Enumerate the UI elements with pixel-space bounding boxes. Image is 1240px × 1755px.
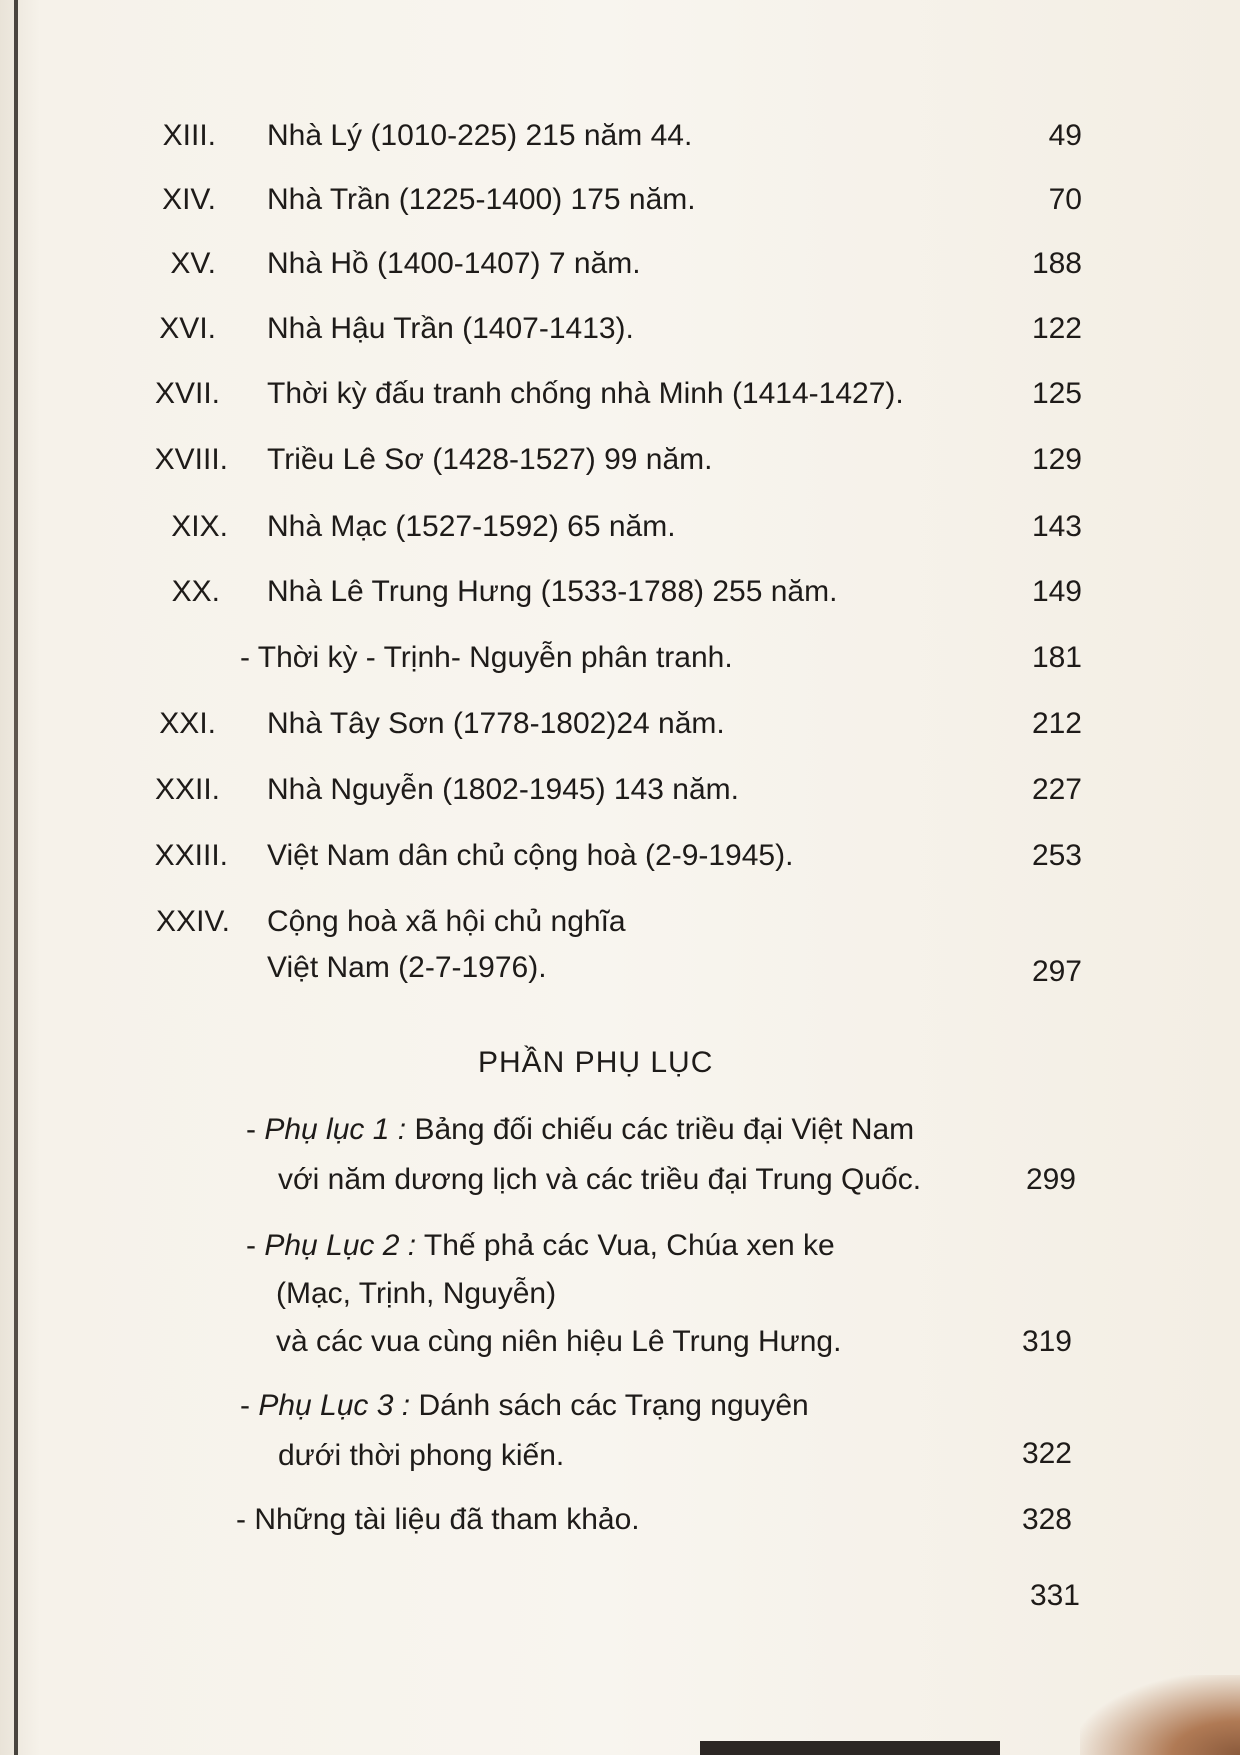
chapter-number: XIV.	[162, 183, 216, 216]
references-item: - Những tài liệu đã tham khảo.	[236, 1503, 640, 1536]
appendix-page: 319	[1021, 1325, 1072, 1358]
appendix-text: Bảng đối chiếu các triều đại Việt Nam	[414, 1113, 915, 1146]
appendix-item-2-line2: (Mạc, Trịnh, Nguyễn)	[276, 1277, 557, 1310]
appendix-heading: PHẦN PHỤ LỤC	[478, 1046, 714, 1079]
page-number: 143	[1031, 510, 1082, 543]
appendix-text: Dánh sách các Trạng nguyên	[418, 1389, 809, 1422]
page-number: 297	[1031, 955, 1082, 988]
chapter-number: XV.	[170, 247, 216, 280]
appendix-item-1-line2	[278, 1162, 921, 1198]
chapter-title: Triều Lê Sơ (1428-1527) 99 năm.	[267, 443, 713, 476]
chapter-title: Nhà Hậu Trần (1407-1413).	[267, 312, 634, 345]
appendix-page: 328	[1021, 1503, 1072, 1536]
chapter-number: XIX.	[171, 510, 228, 543]
appendix-item-3: - Phụ Lục 3 : Dánh sách các Trạng nguyên	[240, 1389, 809, 1422]
page-number: 227	[1031, 773, 1082, 806]
chapter-title: Nhà Trần (1225-1400) 175 năm.	[267, 183, 696, 216]
chapter-title: Nhà Hồ (1400-1407) 7 năm.	[267, 247, 641, 280]
appendix-item-3-line2: dưới thời phong kiến.	[278, 1439, 565, 1472]
appendix-page: 322	[1021, 1437, 1072, 1470]
appendix-label: Phụ Lục 2 :	[264, 1229, 417, 1262]
chapter-number: XVII.	[154, 377, 220, 410]
appendix-label: Phụ Lục 3 :	[258, 1389, 411, 1422]
chapter-number: XXII.	[154, 773, 220, 806]
appendix-page: 299	[1025, 1163, 1076, 1196]
page-number: 188	[1031, 247, 1082, 280]
page-number: 122	[1031, 312, 1082, 345]
chapter-title: Thời kỳ đấu tranh chống nhà Minh (1414-1427).	[267, 377, 904, 410]
page-number: 129	[1031, 443, 1082, 476]
chapter-title: Nhà Tây Sơn (1778-1802)24 năm.	[267, 707, 725, 740]
chapter-title: Việt Nam dân chủ cộng hoà (2-9-1945).	[267, 839, 794, 872]
chapter-number: XIII.	[162, 119, 216, 152]
last-page-number: 331	[1029, 1579, 1080, 1612]
page-number: 181	[1031, 641, 1082, 674]
appendix-item-2: - Phụ Lục 2 : Thế phả các Vua, Chúa xen ke	[246, 1229, 835, 1262]
page-number: 212	[1031, 707, 1082, 740]
page-corner-stain	[1080, 1675, 1240, 1755]
chapter-title: Nhà Mạc (1527-1592) 65 năm.	[267, 510, 676, 543]
appendix-text: Thế phả các Vua, Chúa xen ke	[423, 1229, 835, 1262]
chapter-title: - Thời kỳ - Trịnh- Nguyễn phân tranh.	[240, 641, 733, 674]
chapter-title: Nhà Nguyễn (1802-1945) 143 năm.	[267, 773, 739, 806]
chapter-number: XVIII.	[154, 443, 228, 476]
appendix-item-2-line3: và các vua cùng niên hiệu Lê Trung Hưng.	[276, 1325, 842, 1358]
page-number: 125	[1031, 377, 1082, 410]
chapter-number: XXIII.	[154, 839, 228, 872]
appendix-item-1: - Phụ lục 1 : Bảng đối chiếu các triều đại Việt Nam	[246, 1113, 915, 1146]
chapter-title: Nhà Lý (1010-225) 215 năm 44.	[267, 119, 693, 152]
chapter-number: XVI.	[159, 312, 216, 345]
appendix-label: Phụ lục 1 :	[264, 1113, 407, 1146]
bottom-edge-strip	[700, 1741, 1000, 1755]
chapter-number: XX.	[171, 575, 220, 608]
chapter-title-line2: Việt Nam (2-7-1976).	[267, 951, 547, 984]
book-spine-edge	[14, 0, 18, 1755]
page-number: 49	[1048, 119, 1082, 152]
appendix-text: với năm dương lịch và các triều đại Trung Quốc.	[278, 1163, 922, 1196]
chapter-title: Nhà Lê Trung Hưng (1533-1788) 255 năm.	[267, 575, 838, 608]
chapter-number: XXIV.	[156, 905, 230, 938]
chapter-number: XXI.	[159, 707, 216, 740]
page-number: 70	[1048, 183, 1082, 216]
page-number: 253	[1031, 839, 1082, 872]
chapter-title: Cộng hoà xã hội chủ nghĩa	[267, 905, 626, 938]
page-number: 149	[1031, 575, 1082, 608]
